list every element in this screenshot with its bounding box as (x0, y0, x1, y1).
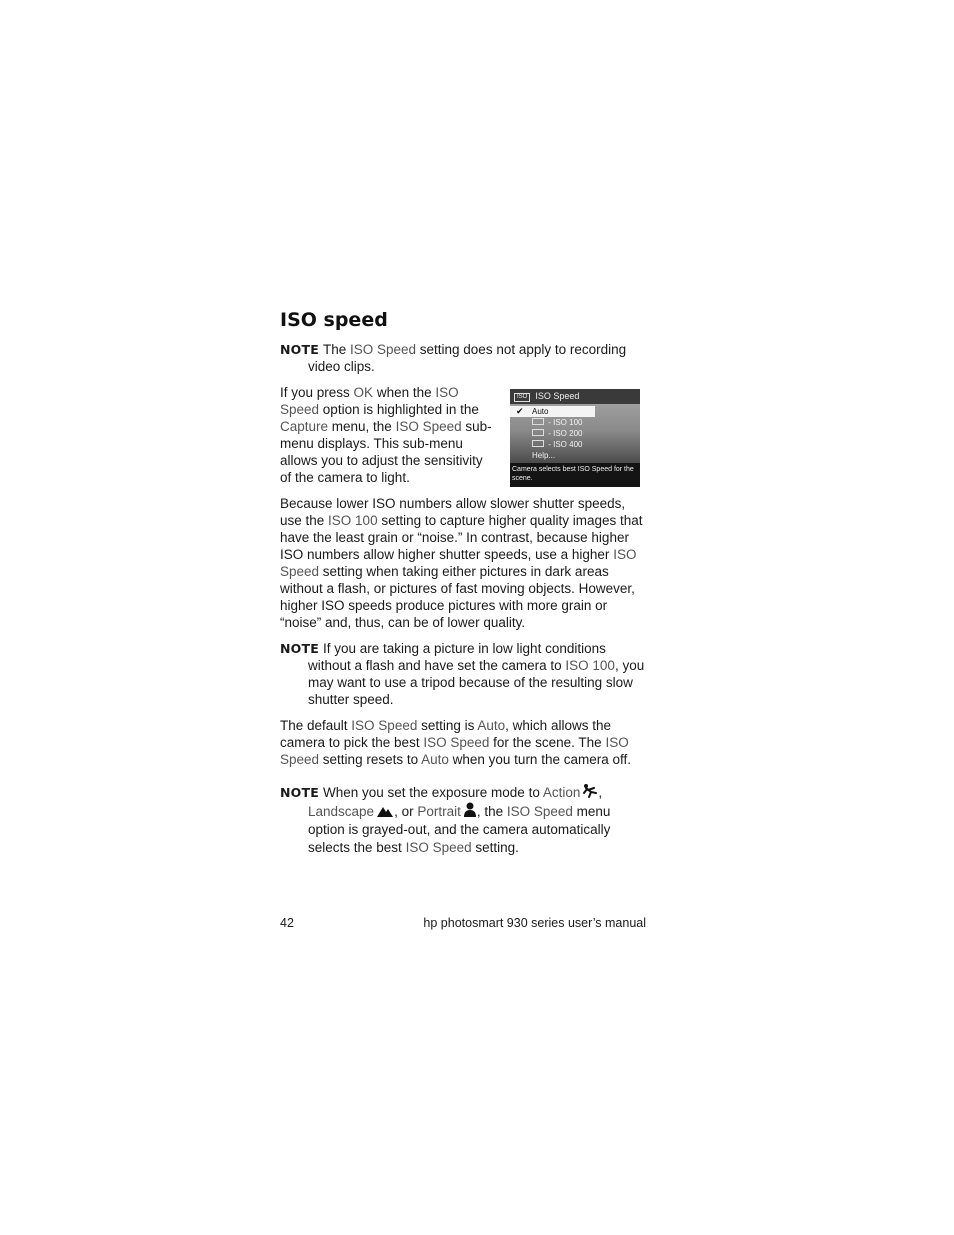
ui-term: ISO Speed (395, 419, 462, 434)
ui-term: ISO Speed (351, 718, 418, 733)
body-text: for the scene. The (489, 735, 606, 750)
body-text: setting to capture higher quality images that have the least grain or “noise.” In contrast, because higher ISO numbers allow higher shutter speeds, use a higher (280, 513, 643, 562)
note-text: When you set the exposure mode to (322, 785, 543, 800)
ui-term: ISO 100 (565, 658, 615, 673)
body-text: , which allows the camera to pick the best (280, 718, 611, 750)
iso-setting-icon (532, 440, 544, 447)
note-text: , or (394, 804, 418, 819)
body-text: setting when taking either pictures in dark areas without a flash, or pictures of fast moving objects. However, higher ISO speeds produce pictures with more grain or “noise” and, thus, can be of lower quality. (280, 564, 635, 630)
note-text: If you are taking a picture in low light conditions without a flash and have set the camera to (308, 641, 606, 673)
ui-term: ISO Speed (423, 735, 490, 750)
screen-help-text: Camera selects best ISO Speed for the scene. (510, 463, 640, 487)
ui-term: Capture (280, 419, 329, 434)
note-text: , the (476, 804, 507, 819)
ui-term: OK (353, 385, 374, 400)
menu-item-label: - ISO 200 (546, 429, 583, 438)
body-text: option is highlighted in the (319, 402, 479, 417)
note-low-light (280, 640, 646, 708)
ui-term: Auto (477, 718, 506, 733)
screen-header-title: ISO Speed (535, 391, 580, 401)
note-text: , (598, 785, 603, 800)
action-mode-icon (582, 783, 598, 799)
menu-item-iso-400 (510, 439, 640, 450)
menu-item-label: - ISO 400 (546, 440, 583, 449)
portrait-mode-icon (463, 802, 477, 818)
body-text: menu, the (328, 419, 396, 434)
body-text: The default (280, 718, 352, 733)
note-exposure-modes (280, 783, 646, 857)
ui-term: Action (542, 785, 581, 800)
body-text: setting is (417, 718, 478, 733)
manual-title: hp photosmart 930 series user’s manual (423, 916, 646, 930)
page-number: 42 (280, 916, 294, 930)
note-video-clips (280, 341, 646, 375)
body-text: when the (373, 385, 436, 400)
iso-setting-icon (532, 418, 544, 425)
menu-item-label: - ISO 100 (546, 418, 583, 427)
iso-setting-icon (532, 429, 544, 436)
ui-term: ISO Speed (280, 385, 459, 417)
page-content (280, 308, 646, 866)
body-text: when you turn the camera off. (448, 752, 631, 767)
ui-term: ISO Speed (349, 342, 417, 357)
iso-explanation-paragraph (280, 495, 646, 631)
camera-screen-illustration (510, 389, 640, 487)
ui-term: ISO Speed (405, 840, 472, 855)
menu-item-auto (510, 406, 595, 417)
intro-block (280, 384, 646, 486)
checkmark-icon: ✔ (516, 406, 524, 416)
body-text: sub-menu displays. This sub-menu allows you to adjust the sensitivity of the camera to light. (280, 419, 492, 485)
menu-item-help (510, 450, 640, 461)
note-label: NOTE (280, 342, 319, 357)
intro-paragraph (280, 384, 495, 486)
body-text: If you press (280, 385, 354, 400)
ui-term: ISO 100 (328, 513, 378, 528)
note-text: setting. (471, 840, 519, 855)
menu-item-iso-200 (510, 428, 640, 439)
ui-term: ISO Speed (506, 804, 573, 819)
iso-submenu (510, 406, 640, 461)
ui-term: Landscape (308, 804, 375, 819)
note-text: menu option is grayed-out, and the camera automatically selects the best (308, 804, 611, 855)
note-text: The (322, 342, 350, 357)
menu-item-label: Help... (532, 451, 556, 460)
screen-header (510, 389, 640, 404)
note-text: , you may want to use a tripod because of the resulting slow shutter speed. (308, 658, 645, 707)
note-text: setting does not apply to recording video clips. (308, 342, 627, 374)
note-label: NOTE (280, 785, 319, 800)
menu-item-label: Auto (532, 407, 549, 416)
ui-term: Portrait (417, 804, 461, 819)
landscape-mode-icon (376, 804, 394, 818)
section-title: ISO speed (280, 309, 388, 331)
default-setting-paragraph (280, 717, 646, 768)
iso-icon: ISO (514, 393, 530, 402)
menu-item-iso-100 (510, 417, 640, 428)
body-text: setting resets to (319, 752, 422, 767)
ui-term: ISO Speed (280, 547, 637, 579)
ui-term: ISO Speed (280, 735, 629, 767)
ui-term: Auto (421, 752, 449, 767)
body-text: Because lower ISO numbers allow slower shutter speeds, use the (280, 496, 626, 528)
note-label: NOTE (280, 641, 319, 656)
